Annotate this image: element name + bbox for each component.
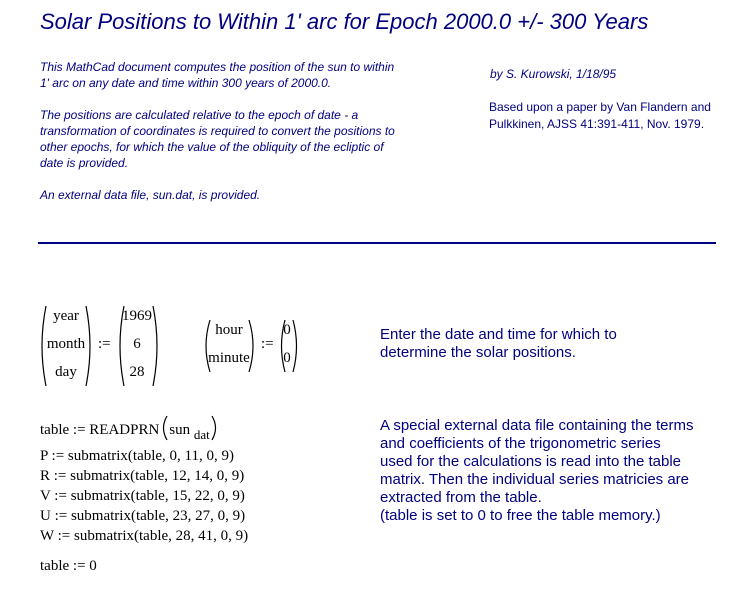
hour-name: hour [215,322,243,338]
intro-line: other epochs, for which the value of the obliquity of the ecliptic of [40,140,384,154]
assign-operator: := [98,336,111,352]
intro-line: transformation of coordinates is required to convert the positions to [40,124,395,138]
minute-name: minute [208,350,250,366]
note-line: A special external data file containing the terms [380,417,694,434]
intro-line: This MathCad document computes the position of the sun to within [40,60,395,74]
left-paren-icon [159,414,169,442]
readprn-expression[interactable] [40,414,220,442]
readprn-subscript: dat [193,427,210,442]
intro-line: date is provided. [40,156,129,170]
note-line: Enter the date and time for which to [380,326,617,343]
assign-operator: := [261,336,274,352]
note-line: extracted from the table. [380,489,542,506]
submatrix-line-w[interactable]: W := submatrix(table, 28, 41, 0, 9) [40,528,249,544]
divider [38,242,716,244]
table-reset-line[interactable]: table := 0 [40,558,97,574]
year-name: year [53,308,79,324]
note-line: (table is set to 0 to free the table memory.) [380,507,661,524]
month-name: month [46,336,86,352]
reference-line: Pulkkinen, AJSS 41:391-411, Nov. 1979. [489,117,705,131]
submatrix-line-r[interactable]: R := submatrix(table, 12, 14, 0, 9) [40,468,245,484]
right-paren-icon [210,414,220,442]
right-paren-icon [291,318,301,374]
submatrix-line-p[interactable]: P := submatrix(table, 0, 11, 0, 9) [40,448,234,464]
day-value[interactable]: 28 [129,364,145,380]
year-value[interactable]: 1969 [122,308,152,324]
note-line: matrix. Then the individual series matricies are [380,471,690,488]
intro-line: The positions are calculated relative to the epoch of date - a [40,108,359,122]
right-paren-icon [151,304,163,388]
note-line: used for the calculations is read into the table [380,453,682,470]
date-note [380,326,617,362]
submatrix-line-u[interactable]: U := submatrix(table, 23, 27, 0, 9) [40,508,246,524]
intro-line: 1' arc on any date and time within 300 years of 2000.0. [40,76,332,90]
note-line: and coefficients of the trigonometric series [380,435,661,452]
table-note [380,417,694,525]
reference-line: Based upon a paper by Van Flandern and [489,100,711,114]
month-value[interactable]: 6 [133,336,141,352]
reference-text [489,99,711,133]
hour-value[interactable]: 0 [283,322,291,338]
right-paren-icon [247,318,259,374]
right-paren-icon [84,304,96,388]
readprn-lhs: table := READPRN [40,422,160,438]
author-byline: by S. Kurowski, 1/18/95 [490,67,617,81]
readprn-arg: sun [169,422,191,438]
submatrix-line-v[interactable]: V := submatrix(table, 15, 22, 0, 9) [40,488,245,504]
note-line: determine the solar positions. [380,344,576,361]
minute-value[interactable]: 0 [283,350,291,366]
intro-line: An external data file, sun.dat, is provided. [40,188,261,202]
intro-text [40,59,450,203]
page-title: Solar Positions to Within 1' arc for Epoch 2000.0 +/- 300 Years [40,9,649,34]
day-name: day [55,364,77,380]
